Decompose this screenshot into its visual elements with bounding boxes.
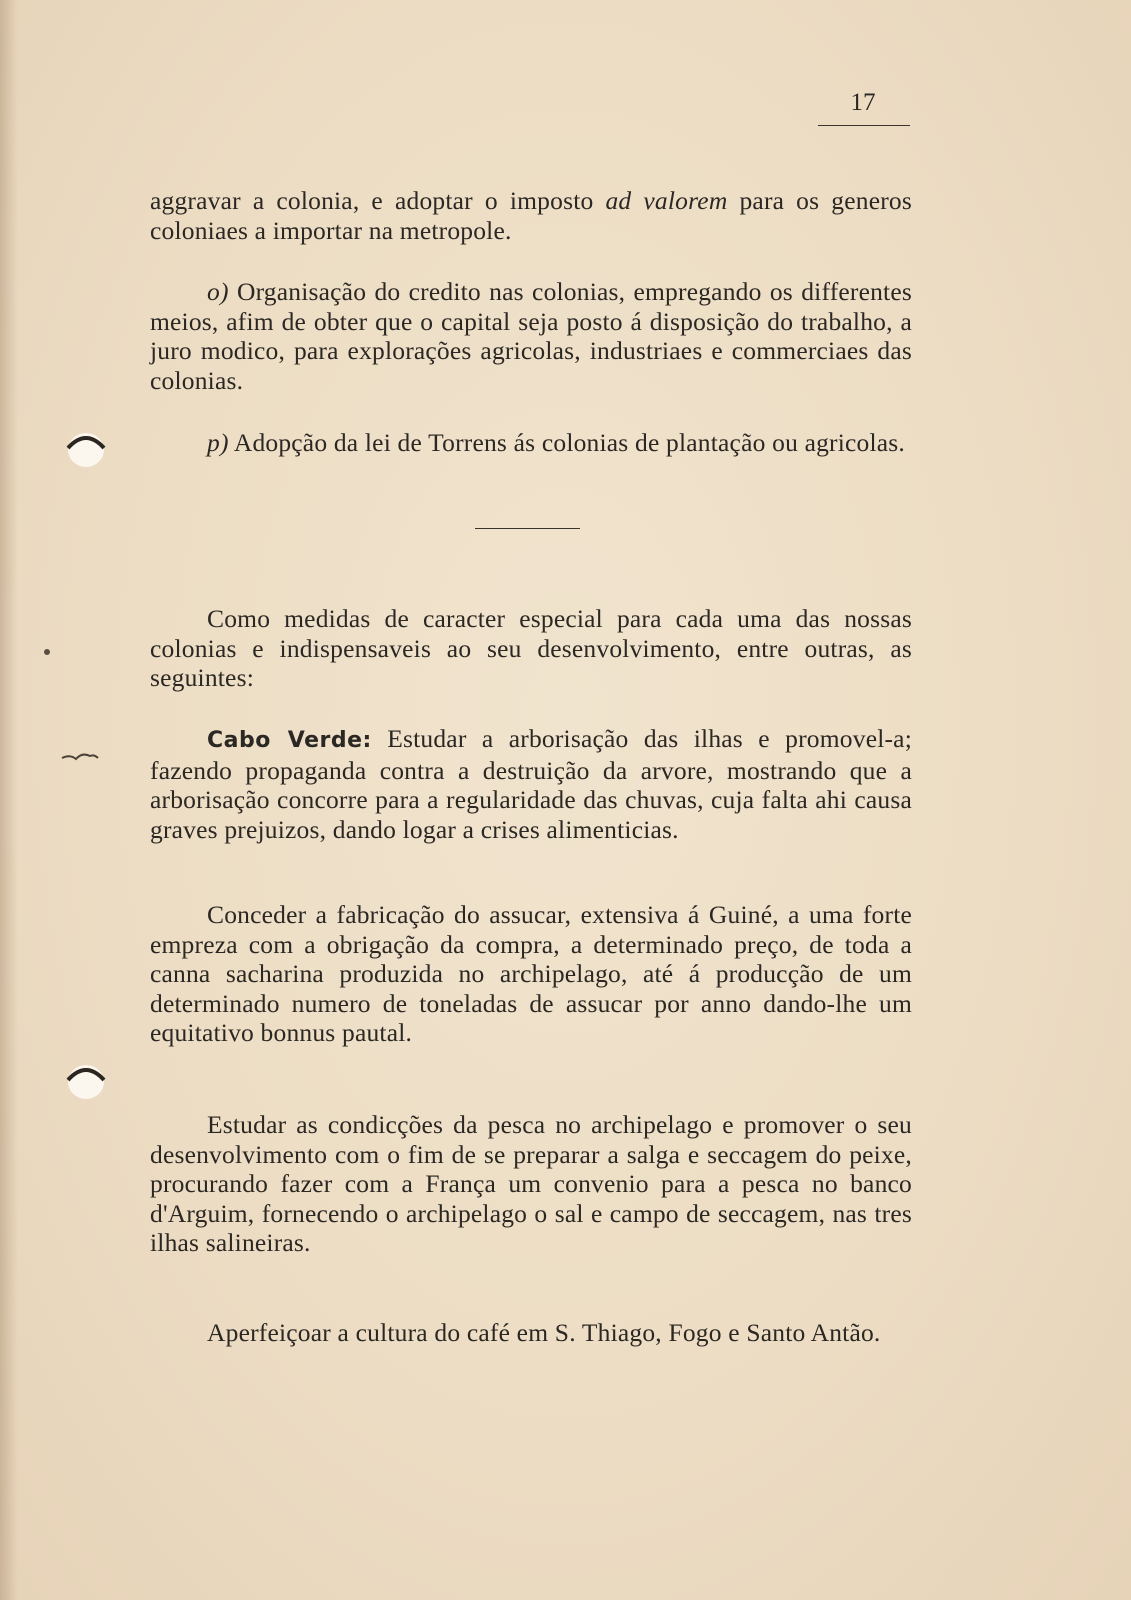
- italic-latin-phrase: ad valorem: [605, 186, 728, 215]
- section-divider: [475, 528, 580, 529]
- paragraph-text: aggravar a colonia, e adoptar o imposto: [150, 186, 606, 215]
- paragraph-sugar: Conceder a fabricação do assucar, extensiva á Guiné, a uma forte empreza com a obrigação da compra, a determinado preço, de toda a canna sacharina produzida no archipelago, até á producção de um determinado numero de toneladas de assucar por anno dando-lhe um equitativo bonnus pautal.: [150, 900, 912, 1047]
- paragraph-continuation: [150, 186, 912, 245]
- paragraph-text: para os generos coloniaes a importar na metropole.: [150, 186, 912, 245]
- paragraph-fishing: Estudar as condicções da pesca no archipelago e promover o seu desenvolvimento com o fim de se preparar a salga e seccagem do peixe, procurando fazer com a França um convenio para a pesca no banco d'Arguim, fornecendo o archipelago o sal e campo de seccagem, nas tres ilhas salineiras.: [150, 1110, 912, 1257]
- section-heading: Cabo Verde:: [207, 728, 372, 753]
- punch-hole-top: [62, 426, 110, 470]
- page-number-rule: [818, 125, 910, 126]
- margin-scribble-mark: [60, 748, 100, 764]
- paragraph-text: Organisação do credito nas colonias, empregando os differentes meios, afim de obter que o capital seja posto á disposição do trabalho, a juro modico, para explorações agricolas, industriaes e commerciaes das colonias.: [150, 277, 912, 395]
- margin-ink-dot: [40, 645, 54, 659]
- item-marker: p): [207, 428, 229, 457]
- paragraph-cabo-verde: [150, 724, 912, 844]
- paragraph-item-o: [150, 277, 912, 395]
- punch-hole-bottom: [62, 1058, 110, 1102]
- paragraph-text: Adopção da lei de Torrens ás colonias de plantação ou agricolas.: [228, 428, 906, 457]
- item-marker: o): [207, 277, 229, 306]
- paragraph-coffee: Aperfeiçoar a cultura do café em S. Thiago, Fogo e Santo Antão.: [207, 1318, 881, 1347]
- paragraph-text: Estudar a arborisação das ilhas e promovel-a; fazendo propaganda contra a destruição da arvore, mostrando que a arborisação concorre para a regularidade das chuvas, cuja falta ahi causa graves prejuizos, dando logar a crises alimenticias.: [150, 724, 912, 844]
- paragraph-item-p: [150, 428, 912, 458]
- paragraph-intro-measures: Como medidas de caracter especial para cada uma das nossas colonias e indispensaveis ao seu desenvolvimento, entre outras, as seguintes:: [150, 604, 912, 692]
- page-number: 17: [850, 89, 876, 116]
- page-edge-shadow: [0, 0, 18, 1600]
